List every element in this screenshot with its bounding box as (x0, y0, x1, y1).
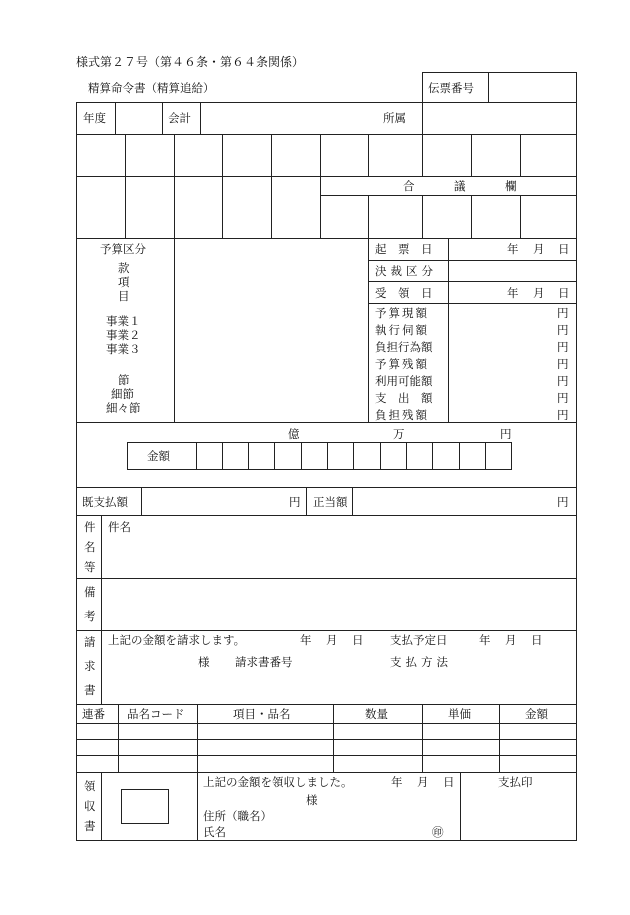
receipt-name-label: 氏名 (203, 825, 226, 839)
rule-line (162, 102, 163, 135)
rule-line (511, 442, 512, 470)
col-item-code: 品名コード (127, 707, 185, 721)
rule-line (200, 102, 201, 135)
rule-line (197, 772, 198, 841)
unit-oku: 億 (288, 427, 300, 441)
rule-line (127, 469, 512, 470)
rule-line (327, 442, 328, 470)
correct-yen-unit: 円 (557, 495, 569, 509)
form-number: 様式第２７号（第４６条・第６４条関係） (76, 55, 305, 69)
rule-line (76, 630, 577, 631)
rule-line (76, 487, 577, 488)
budget-current-label: 予算現額 (375, 306, 429, 320)
yen-unit: 円 (557, 357, 569, 371)
rule-line (352, 487, 353, 516)
rule-line (76, 723, 577, 724)
seal-mark: ㊞ (432, 825, 444, 839)
rule-line (306, 487, 307, 516)
rule-line (320, 195, 577, 196)
budget-item-saisetsu: 細節 (111, 387, 134, 401)
draft-date-year: 年 (507, 242, 519, 256)
rule-line (76, 238, 577, 239)
rule-line (101, 772, 102, 841)
rule-line (422, 102, 423, 135)
rule-line (459, 442, 460, 470)
claim-day: 日 (352, 633, 364, 647)
correct-amount-label: 正当額 (313, 495, 348, 509)
rule-line (368, 134, 369, 177)
rule-line (76, 102, 577, 103)
rule-line (222, 442, 223, 470)
rule-line (485, 442, 486, 470)
col-item-name: 項目・品名 (233, 707, 291, 721)
yen-unit: 円 (557, 306, 569, 320)
rule-line (368, 238, 369, 423)
fiscal-year-label: 年度 (83, 111, 106, 125)
receipt-side-3: 書 (84, 819, 96, 833)
rule-line (76, 704, 577, 705)
subject-side-2: 名 (84, 540, 96, 554)
rule-line (76, 840, 577, 841)
rule-line (320, 134, 321, 239)
budget-item-project2: 事業２ (106, 328, 141, 342)
unit-en: 円 (500, 427, 512, 441)
rule-line (274, 442, 275, 470)
remarks-side-2: 考 (84, 609, 96, 623)
receipt-stamp-box (121, 789, 169, 824)
paid-amount-label: 既支払額 (82, 495, 128, 509)
rule-line (368, 260, 577, 261)
claim-side-3: 書 (84, 683, 96, 697)
expenditure-label: 支 出 額 (375, 391, 433, 405)
subject-label: 件名 (108, 520, 131, 534)
execution-inquiry-label: 執行伺額 (375, 323, 429, 337)
receipt-date-year: 年 (507, 286, 519, 300)
burden-remaining-label: 負担残額 (375, 408, 429, 422)
budget-item-moku: 目 (118, 289, 130, 303)
rule-line (76, 739, 577, 740)
receipt-month: 月 (417, 775, 429, 789)
form-title: 精算命令書（精算追給） (88, 81, 215, 95)
rule-line (76, 515, 577, 516)
receipt-side-2: 収 (84, 799, 96, 813)
claim-month: 月 (326, 633, 338, 647)
rule-line (353, 442, 354, 470)
subject-side-3: 等 (84, 560, 96, 574)
rule-line (471, 134, 472, 177)
claim-side-1: 請 (84, 635, 96, 649)
rule-line (380, 442, 381, 470)
rule-line (101, 515, 102, 705)
rule-line (406, 442, 407, 470)
rule-line (422, 72, 423, 103)
decision-category-label: 決裁区分 (375, 264, 437, 278)
budget-category-label: 予算区分 (100, 242, 146, 256)
rule-line (125, 134, 126, 239)
remarks-side-1: 備 (84, 585, 96, 599)
payment-due-date-label: 支払予定日 (390, 633, 448, 647)
voucher-number-label: 伝票番号 (428, 81, 474, 95)
payment-seal-label: 支払印 (498, 775, 533, 789)
yen-unit: 円 (557, 374, 569, 388)
col-quantity: 数量 (365, 707, 388, 721)
receipt-date-month: 月 (533, 286, 545, 300)
burden-act-label: 負担行為額 (375, 340, 433, 354)
rule-line (76, 102, 77, 841)
claim-number-label: 請求書番号 (235, 655, 293, 669)
payment-method-label: 支払方法 (390, 655, 452, 669)
rule-line (422, 72, 577, 73)
budget-remaining-label: 予算残額 (375, 357, 429, 371)
rule-line (368, 303, 577, 304)
budget-item-kan: 款 (118, 261, 130, 275)
receipt-day: 日 (443, 775, 455, 789)
budget-item-saisaisetsu: 細々節 (106, 401, 141, 415)
rule-line (76, 176, 577, 177)
payment-due-day: 日 (531, 633, 543, 647)
rule-line (127, 442, 128, 470)
claim-statement: 上記の金額を請求します。 (108, 633, 246, 647)
rule-line (368, 195, 369, 239)
rule-line (115, 102, 116, 135)
yen-unit: 円 (557, 340, 569, 354)
budget-item-project3: 事業３ (106, 342, 141, 356)
rule-line (141, 487, 142, 516)
amount-label: 金額 (147, 449, 170, 463)
budget-item-setsu: 節 (118, 373, 130, 387)
rule-line (196, 442, 197, 470)
rule-line (301, 442, 302, 470)
rule-line (271, 134, 272, 239)
rule-line (520, 195, 521, 239)
receipt-date-day: 日 (558, 286, 570, 300)
receipt-side-1: 領 (84, 779, 96, 793)
claim-year: 年 (300, 633, 312, 647)
rule-line (460, 772, 461, 841)
council-column-label: 合 議 欄 (403, 179, 531, 193)
receipt-address-label: 住所（職名） (203, 809, 272, 823)
rule-line (248, 442, 249, 470)
rule-line (222, 134, 223, 239)
receipt-year: 年 (391, 775, 403, 789)
rule-line (76, 772, 577, 773)
rule-line (432, 442, 433, 470)
rule-line (76, 134, 577, 135)
claim-addressee-sama: 様 (198, 655, 210, 669)
col-serial: 連番 (82, 707, 105, 721)
rule-line (76, 422, 577, 423)
rule-line (76, 755, 577, 756)
department-label: 所属 (383, 111, 406, 125)
receipt-statement: 上記の金額を領収しました。 (203, 775, 353, 789)
col-unit-price: 単価 (448, 707, 471, 721)
subject-side-1: 件 (84, 520, 96, 534)
account-label: 会計 (168, 111, 191, 125)
rule-line (174, 134, 175, 239)
rule-line (471, 195, 472, 239)
yen-unit: 円 (557, 408, 569, 422)
claim-side-2: 求 (84, 659, 96, 673)
rule-line (488, 72, 489, 103)
rule-line (368, 281, 577, 282)
col-amount: 金額 (525, 707, 548, 721)
yen-unit: 円 (557, 391, 569, 405)
rule-line (448, 238, 449, 423)
draft-date-day: 日 (558, 242, 570, 256)
payment-due-year: 年 (479, 633, 491, 647)
rule-line (127, 442, 512, 443)
rule-line (520, 134, 521, 177)
rule-line (422, 134, 423, 177)
paid-yen-unit: 円 (289, 495, 301, 509)
budget-item-kou: 項 (118, 275, 130, 289)
rule-line (576, 72, 577, 103)
rule-line (422, 195, 423, 239)
draft-date-label: 起 票 日 (375, 242, 433, 256)
available-amount-label: 利用可能額 (375, 374, 433, 388)
draft-date-month: 月 (533, 242, 545, 256)
unit-man: 万 (393, 427, 405, 441)
rule-line (576, 102, 577, 841)
yen-unit: 円 (557, 323, 569, 337)
rule-line (76, 578, 577, 579)
payment-due-month: 月 (505, 633, 517, 647)
rule-line (174, 238, 175, 423)
receipt-date-label: 受 領 日 (375, 286, 433, 300)
budget-item-project1: 事業１ (106, 314, 141, 328)
receipt-addressee-sama: 様 (306, 793, 318, 807)
